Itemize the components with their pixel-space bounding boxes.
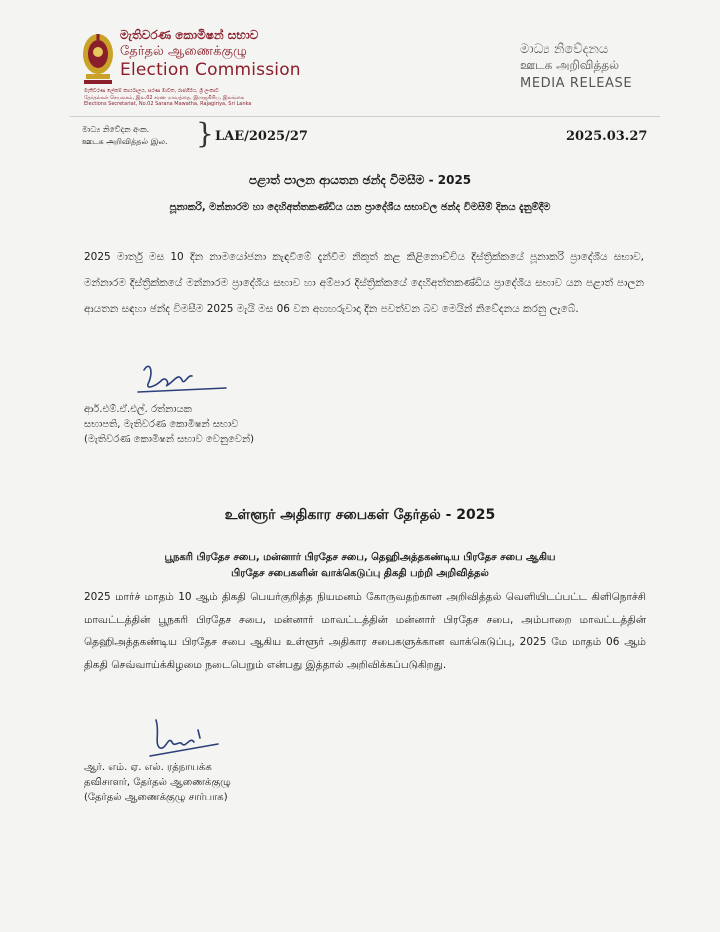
- tamil-subtitle: [0, 550, 720, 582]
- sinhala-body: 2025 මාර්තු මස 10 දින නාමයෝජනා කැඳවීමේ දැන්වීම නිකුත් කළ කිළිනොච්චිය දිස්ත්‍රික්කයේ පූනාකරි ප්‍රාදේශීය සභාව, මන්නාරම දිස්ත්‍රික්කයේ මන්නාරම ප්‍රාදේශීය සභාව හා අම්පාර දිස්ත්‍රික්කයේ දෙහිඅත්තකණ්ඩිය ප්‍රාදේශීය සභාව යන පළාත් පාලන ආයතන සඳහා ඡන්ද විමසීම 2025 මැයි මස 06 වන අඟහරුවාදා දින පවත්වන බව මෙයින් නිවේදනය කරනු ලැබේ.: [84, 251, 644, 315]
- reference-label-tamil: ஊடக அறிவித்தல் இல.: [82, 137, 168, 146]
- release-date: 2025.03.27: [566, 129, 648, 144]
- header-divider: [70, 116, 660, 117]
- sinhala-signatory-title: සභාපති, මැතිවරණ කොමිෂන් සභාව: [84, 419, 239, 430]
- release-label-english: MEDIA RELEASE: [520, 76, 633, 91]
- tamil-signatory: [84, 760, 231, 805]
- org-name-sinhala: මැතිවරණ කොමිෂන් සභාව: [120, 28, 259, 42]
- sri-lanka-emblem-icon: [80, 30, 116, 90]
- reference-labels: [82, 124, 168, 148]
- signature-sinhala: [136, 358, 232, 404]
- release-label-tamil: ஊடக அறிவித்தல்: [520, 58, 620, 72]
- address-line-tamil: தேர்தல்கள் செயலகம், இல.02 சரண மாவத்தை, இராஜகிரிய, இலங்கை: [84, 94, 245, 101]
- organization-names: [120, 28, 330, 80]
- tamil-signatory-name: ஆர். எம். ஏ. எல். ரத்நாயக்க: [84, 762, 212, 773]
- sinhala-title: පළාත් පාලන ආයතන ඡන්ද විමසීම - 2025: [248, 173, 472, 187]
- tamil-subtitle-line-1: பூநகரி பிரதேச சபை, மன்னார் பிரதேச சபை, தெஹிஅத்தகண்டிய பிரதேச சபை ஆகிய: [164, 552, 556, 563]
- sinhala-signatory-behalf: (මැතිවරණ කොමිෂන් සභාව වෙනුවෙන්): [84, 434, 254, 445]
- tamil-title: உள்ளூர் அதிகார சபைகள் தேர்தல் - 2025: [224, 507, 496, 523]
- tamil-body: 2025 மார்ச் மாதம் 10 ஆம் திகதி பெயர்குறித்த நியமனம் கோருவதற்கான அறிவித்தல் வெளியிடப்பட்ட கிளிநொச்சி மாவட்டத்தின் பூநகரி பிரதேச சபை, மன்னார் மாவட்டத்தின் மன்னார் பிரதேச சபை, அம்பாறை மாவட்டத்தின் தெஹிஅத்தகண்டிய பிரதேச சபை ஆகிய உள்ளூர் அதிகார சபைகளுக்கான வாக்கெடுப்பு, 2025 மே மாதம் 06 ஆம் திகதி செவ்வாய்க்கிழமை நடைபெறும் என்பது இத்தால் அறிவிக்கப்படுகிறது.: [84, 591, 646, 671]
- reference-number: LAE/2025/27: [215, 129, 308, 144]
- address-line-english: Elections Secretariat, No.02 Sarana Mawatha, Rajagiriya, Sri Lanka: [84, 101, 252, 107]
- tamil-subtitle-line-2: பிரதேச சபைகளின் வாக்கெடுப்பு திகதி பற்றி அறிவித்தல்: [231, 568, 489, 579]
- sinhala-subtitle: පූනාකරි, මන්නාරම හා දෙහිඅත්තකණ්ඩිය යන ප්‍රාදේශීය සභාවල ඡන්ද විමසීම් දිනය දැනුම්දීම: [169, 202, 551, 213]
- release-label-sinhala: මාධ්‍ය නිවේදනය: [520, 42, 609, 57]
- tamil-signatory-behalf: (தேர்தல் ஆணைக்குழு சார்பாக): [84, 792, 228, 803]
- reference-brace: }: [196, 117, 214, 150]
- org-name-tamil: தேர்தல் ஆணைக்குழு: [120, 44, 247, 59]
- sinhala-signatory-name: ආර්.එම්.ඒ.එල්. රත්නායක: [84, 404, 192, 415]
- sinhala-signatory: [84, 402, 254, 447]
- media-release-label: [520, 42, 632, 91]
- tamil-signatory-title: தவிசாளர், தேர்தல் ஆணைக்குழு: [84, 777, 231, 788]
- reference-label-sinhala: මාධ්‍ය නිවේදන අංක.: [82, 125, 150, 134]
- org-name-english: Election Commission: [120, 60, 301, 80]
- address-line-sinhala: මැතිවරණ ලේකම් කාර්යාලය, සරණ මාවත, රාජගිරිය, ශ්‍රී ලංකාව: [84, 88, 219, 94]
- org-address: [84, 88, 334, 108]
